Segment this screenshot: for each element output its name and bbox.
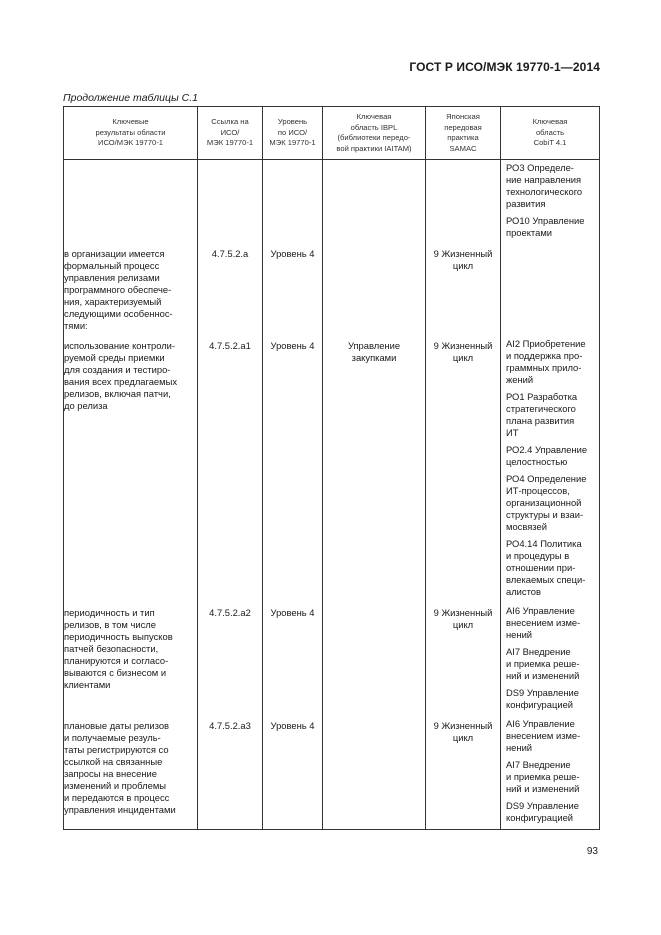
cell-text	[323, 244, 425, 248]
cobit-entry: AI7 Внедрение и приемка реше- ний и изменений	[506, 759, 580, 794]
table-header-row	[64, 107, 600, 160]
cell-text: Уровень 4	[270, 720, 315, 731]
cobit-entry: РО4 Определение ИТ-процессов, организационной структуры и взаи- мосвязей	[506, 473, 587, 532]
cobit-entry: AI6 Управление внесением изме- нений	[506, 718, 581, 753]
cell-text: 4.7.5.2.a	[211, 248, 249, 259]
cell-samac	[426, 603, 501, 716]
cell-text: 9 Жизненный цикл	[433, 340, 493, 363]
cobit-entry: AI7 Внедрение и приемка реше- ний и изменений	[506, 646, 580, 681]
cell-text: 4.7.5.2.a2	[209, 607, 251, 618]
cell-level	[263, 603, 323, 716]
cobit-entry: AI6 Управление внесением изме- нений	[506, 605, 581, 640]
table-body	[64, 160, 600, 830]
column-header: Ключевые результаты области ИСО/МЭК 19770-1	[64, 107, 198, 160]
cell-text: использование контроли- руемой среды приемки для создания и тестиро- вания всех предлагаемых релизов, включая патчи, до релиза	[64, 340, 178, 411]
table-row	[64, 160, 600, 245]
cell-ref	[198, 603, 263, 716]
cobit-entry: DS9 Управление конфигурацией	[506, 800, 579, 823]
cell-text: Уровень 4	[270, 607, 315, 618]
cell-result	[64, 716, 198, 830]
cell-ibpl	[323, 160, 426, 245]
cell-text: Управление закупками	[347, 340, 401, 363]
table-row	[64, 244, 600, 336]
cell-text: 4.7.5.2.a1	[209, 340, 251, 351]
cell-text	[198, 160, 262, 164]
cell-level	[263, 244, 323, 336]
cell-ibpl	[323, 603, 426, 716]
table-row	[64, 716, 600, 830]
cell-level	[263, 160, 323, 245]
cell-text: 9 Жизненный цикл	[433, 720, 493, 743]
cell-samac	[426, 716, 501, 830]
document-header: ГОСТ Р ИСО/МЭК 19770-1—2014	[409, 60, 600, 74]
table-caption: Продолжение таблицы С.1	[63, 92, 198, 104]
cell-ref	[198, 244, 263, 336]
cell-samac	[426, 244, 501, 336]
page-number: 93	[586, 846, 598, 857]
cell-text: 9 Жизненный цикл	[433, 607, 493, 630]
cell-ref	[198, 160, 263, 245]
cell-text: периодичность и тип релизов, в том числе периодичность выпусков патчей безопасности, планируются и согласо- вываются с бизнесом и клиентами	[64, 607, 173, 690]
cell-cobit	[501, 244, 600, 336]
column-header: Японская передовая практика SAMAC	[426, 107, 501, 160]
cell-cobit	[501, 603, 600, 716]
cell-level	[263, 336, 323, 603]
cobit-entry: РО2.4 Управление целостностью	[506, 444, 588, 467]
cell-text	[323, 603, 425, 607]
cell-samac	[426, 336, 501, 603]
cobit-entry: AI2 Приобретение и поддержка про- граммных прило- жений	[506, 338, 586, 385]
cell-result	[64, 336, 198, 603]
column-header: Ключевая область CobiT 4.1	[501, 107, 600, 160]
column-header: Ссылка на ИСО/ МЭК 19770-1	[198, 107, 263, 160]
cell-text: Уровень 4	[270, 248, 315, 259]
cell-text	[323, 160, 425, 164]
cobit-entry: РО4.14 Политика и процедуры в отношении при- влекаемых специ- алистов	[506, 538, 586, 597]
cell-text	[64, 160, 197, 164]
cell-text: 4.7.5.2.a3	[209, 720, 251, 731]
standards-table	[63, 106, 600, 830]
cobit-entry: РО10 Управление проектами	[506, 215, 585, 238]
cell-result	[64, 160, 198, 245]
cell-result	[64, 244, 198, 336]
cobit-entry: РО1 Разработка стратегического плана развития ИТ	[506, 391, 578, 438]
table-row	[64, 336, 600, 603]
cell-result	[64, 603, 198, 716]
column-header: Ключевая область IBPL (библиотеки передо- вой практики IAITAM)	[323, 107, 426, 160]
cobit-entry: DS9 Управление конфигурацией	[506, 687, 579, 710]
cell-text	[426, 160, 500, 164]
table-row	[64, 603, 600, 716]
cell-text	[323, 716, 425, 720]
cell-cobit	[501, 160, 600, 245]
cell-cobit	[501, 716, 600, 830]
cell-text: в организации имеется формальный процесс управления релизами программного обеспече- ния, характеризуемый следующими особеннос- тями:	[64, 248, 173, 331]
cobit-entry: РО3 Определе- ние направления технологического развития	[506, 162, 583, 209]
cell-text: плановые даты релизов и получаемые резуль- таты регистрируются со ссылкой на связанные запросы на внесение изменений и проблемы и передаются в процесс управления инцидентами	[64, 720, 176, 815]
cell-text	[263, 160, 322, 164]
cell-cobit	[501, 336, 600, 603]
column-header: Уровень по ИСО/ МЭК 19770-1	[263, 107, 323, 160]
cell-ibpl	[323, 336, 426, 603]
cell-level	[263, 716, 323, 830]
cell-ibpl	[323, 716, 426, 830]
cell-text: 9 Жизненный цикл	[433, 248, 493, 271]
cell-text: Уровень 4	[270, 340, 315, 351]
cell-samac	[426, 160, 501, 245]
cell-ibpl	[323, 244, 426, 336]
cell-ref	[198, 336, 263, 603]
cell-ref	[198, 716, 263, 830]
